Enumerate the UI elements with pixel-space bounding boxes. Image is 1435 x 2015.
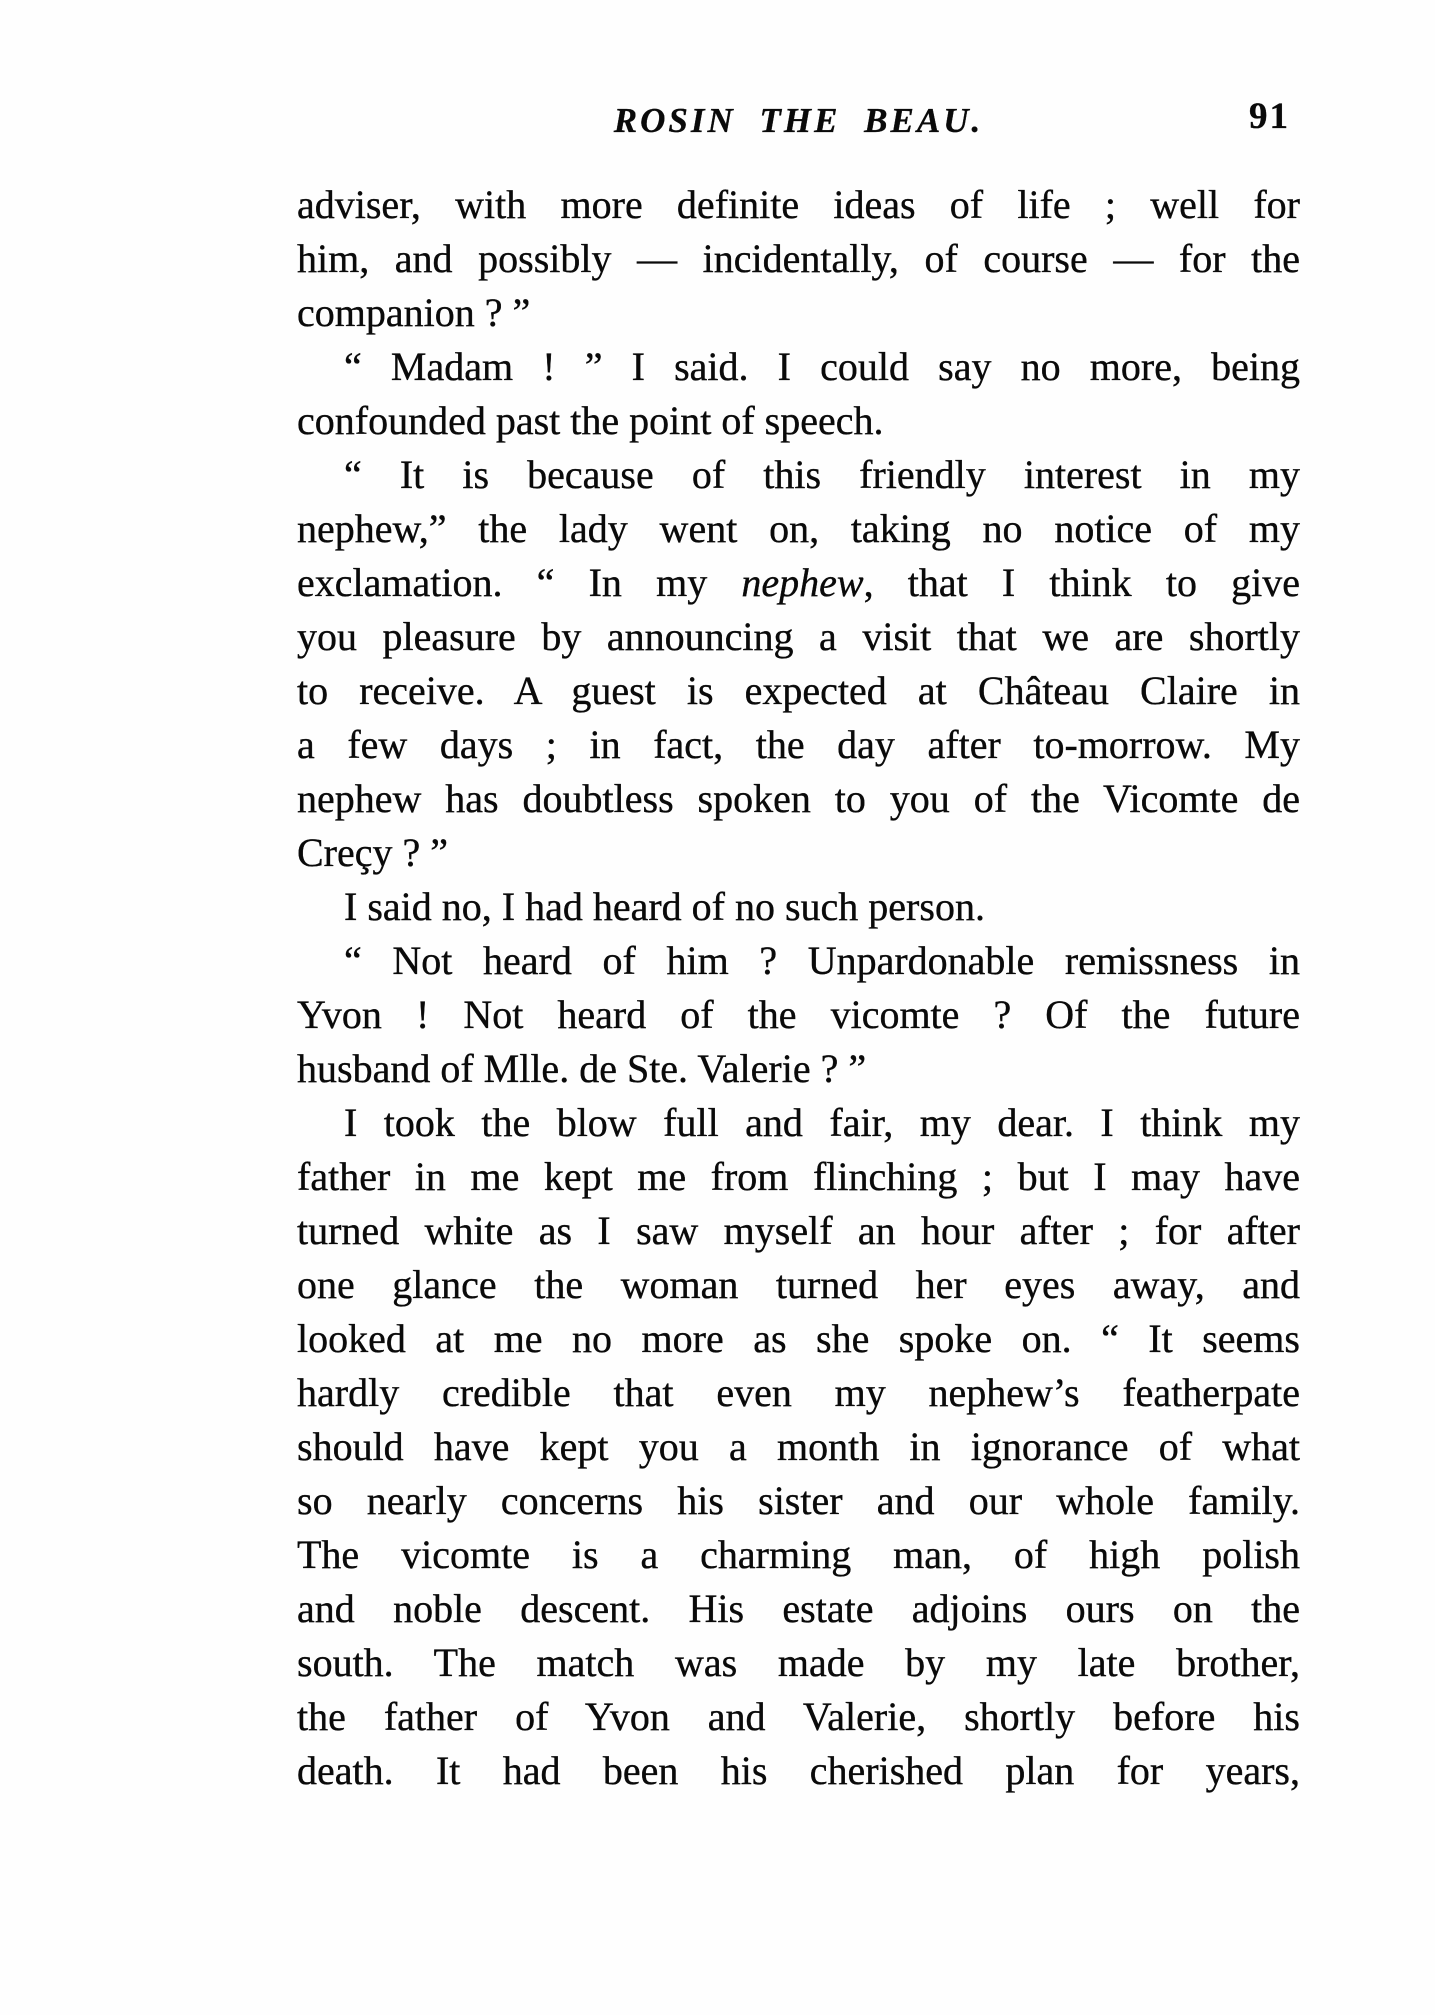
text-line: confounded past the point of speech. <box>297 398 884 443</box>
text-line: I took the blow full and fair, my dear. I think my <box>344 1100 1300 1145</box>
text-line: to receive. A guest is expected at Château Claire in <box>297 668 1300 713</box>
page-header <box>297 96 1300 145</box>
text-line <box>297 556 1300 610</box>
page-number: 91 <box>1249 96 1290 137</box>
text-line: “ Not heard of him ? Unpardonable remissness in <box>344 938 1300 983</box>
text-line: a few days ; in fact, the day after to-morrow. My <box>297 722 1300 767</box>
italic-text-segment: nephew <box>741 560 864 605</box>
text-line: hardly credible that even my nephew’s featherpate <box>297 1370 1300 1415</box>
text-line: death. It had been his cherished plan for years, <box>297 1748 1300 1793</box>
text-line: “ It is because of this friendly interest in my <box>344 452 1300 497</box>
text-line: so nearly concerns his sister and our whole family. <box>297 1478 1300 1523</box>
text-line: “ Madam ! ” I said. I could say no more, being <box>344 344 1300 389</box>
text-line: The vicomte is a charming man, of high polish <box>297 1532 1300 1577</box>
text-line: Creçy ? ” <box>297 830 449 875</box>
text-line: one glance the woman turned her eyes away, and <box>297 1262 1300 1307</box>
text-line: him, and possibly — incidentally, of course — for the <box>297 236 1300 281</box>
text-line: husband of Mlle. de Ste. Valerie ? ” <box>297 1046 867 1091</box>
text-segment: exclamation. “ In my <box>297 560 742 605</box>
text-line: you pleasure by announcing a visit that we are shortly <box>297 614 1300 659</box>
text-line: father in me kept me from flinching ; but I may have <box>297 1154 1300 1199</box>
text-line: south. The match was made by my late brother, <box>297 1640 1300 1685</box>
text-line: nephew,” the lady went on, taking no notice of my <box>297 506 1300 551</box>
text-line: companion ? ” <box>297 290 531 335</box>
text-line: turned white as I saw myself an hour after ; for after <box>297 1208 1300 1253</box>
running-title: ROSIN THE BEAU. <box>613 101 984 140</box>
text-line: Yvon ! Not heard of the vicomte ? Of the future <box>297 992 1300 1037</box>
text-line: I said no, I had heard of no such person. <box>344 884 985 929</box>
body-text <box>297 178 1300 1798</box>
text-line: the father of Yvon and Valerie, shortly before his <box>297 1694 1300 1739</box>
text-line: should have kept you a month in ignorance of what <box>297 1424 1300 1469</box>
text-segment: , that I think to give <box>863 560 1300 605</box>
text-line: and noble descent. His estate adjoins ours on the <box>297 1586 1300 1631</box>
text-line: adviser, with more definite ideas of life ; well for <box>297 182 1300 227</box>
text-line: looked at me no more as she spoke on. “ It seems <box>297 1316 1300 1361</box>
text-line: nephew has doubtless spoken to you of the Vicomte de <box>297 776 1300 821</box>
